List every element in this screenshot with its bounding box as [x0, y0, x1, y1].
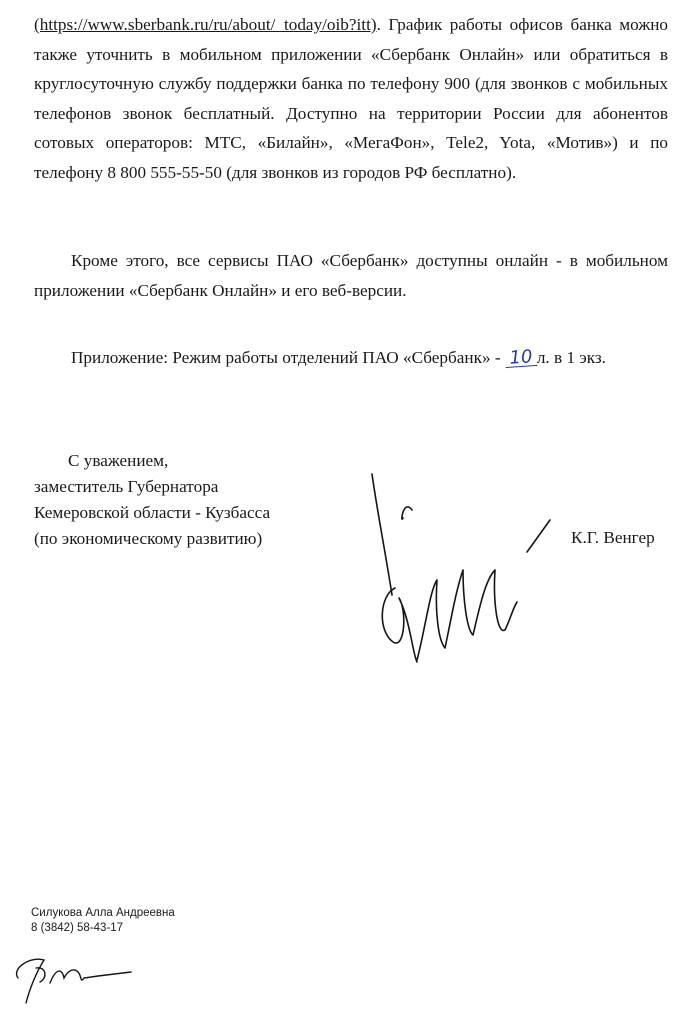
paragraph-1-text: . График работы офисов банка можно также уточнить в мобильном приложении «Сбербанк Онлайн» или обратиться в круглосуточную службу поддержки банка по телефону 900 (для звонков с мобильных телефонов звонок бесплатный. Доступно на территории России для абонентов сотовых операторов: МТС, «Билайн», «МегаФон», Tele2, Yota, «Мотив») и по телефону 8 800 555-55-50 (для звонков из городов РФ бесплатно).	[34, 15, 668, 182]
executor-name: Силукова Алла Андреевна	[31, 907, 175, 919]
executor-signature	[6, 948, 136, 1013]
attachment-line	[71, 348, 606, 368]
handwritten-page-count: 10	[504, 349, 537, 368]
sberbank-link[interactable]: (https://www.sberbank.ru/ru/about/_today/oib?itt)	[34, 15, 377, 34]
greeting: С уважением,	[68, 451, 169, 470]
executor-phone: 8 (3842) 58-43-17	[31, 922, 124, 934]
attachment-suffix: л. в 1 экз.	[536, 348, 606, 367]
signer-name: К.Г. Венгер	[571, 528, 655, 547]
signature-block	[34, 448, 270, 552]
executor-info	[31, 906, 175, 936]
attachment-prefix: Приложение: Режим работы отделений ПАО «Сбербанк» -	[71, 348, 505, 367]
handwritten-signature	[355, 470, 555, 685]
position-line-2: Кемеровской области - Кузбасса	[34, 503, 271, 522]
body-paragraph-1	[34, 10, 668, 187]
body-paragraph-2: Кроме этого, все сервисы ПАО «Сбербанк» доступны онлайн - в мобильном приложении «Сбербанк Онлайн» и его веб-версии.	[34, 251, 668, 300]
position-line-3: (по экономическому развитию)	[34, 529, 263, 548]
position-line-1: заместитель Губернатора	[34, 477, 219, 496]
